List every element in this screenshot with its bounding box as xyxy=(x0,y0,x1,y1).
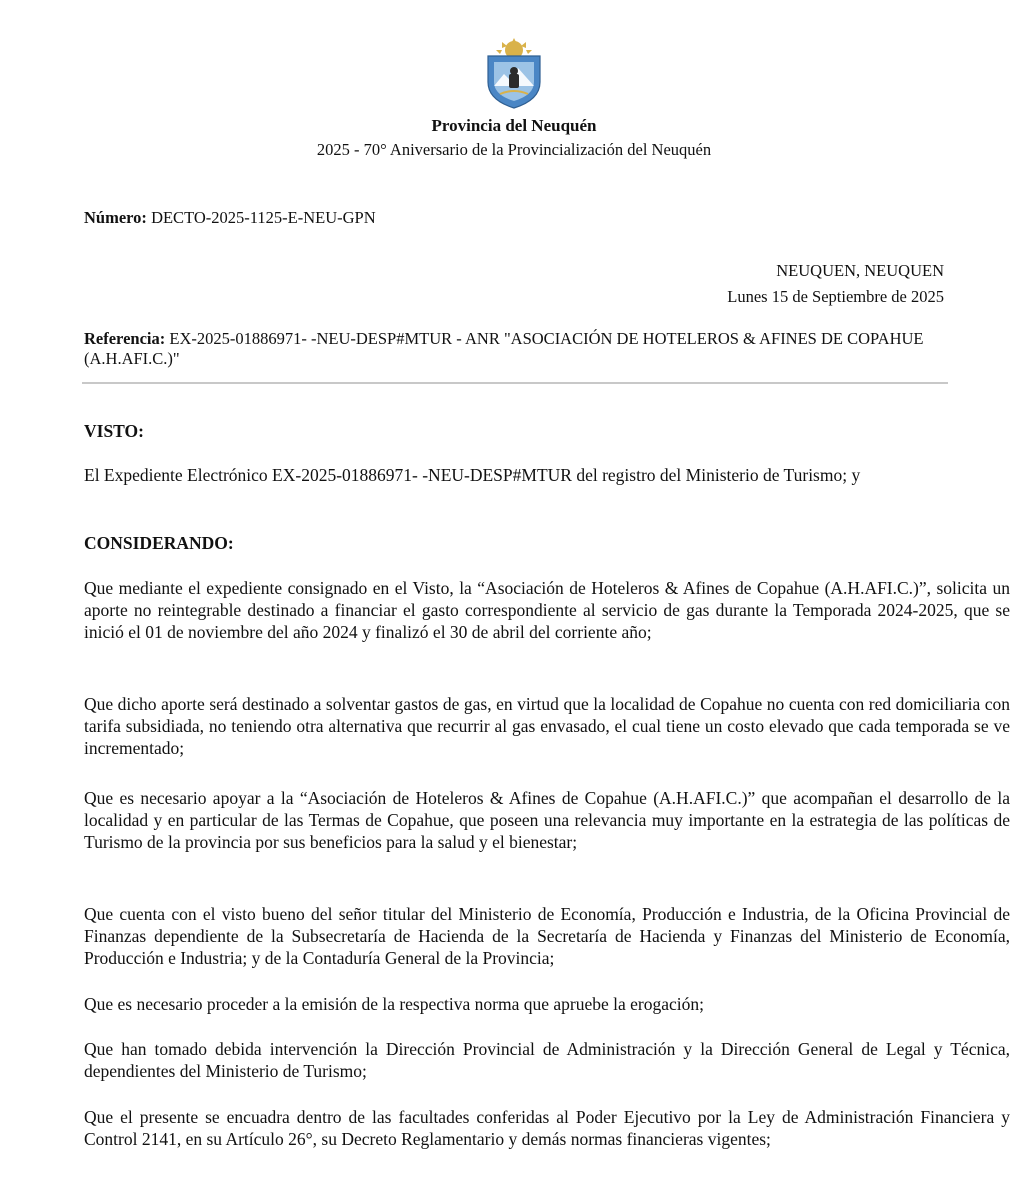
city: NEUQUEN, NEUQUEN xyxy=(776,261,944,280)
visto-text: El Expediente Electrónico EX-2025-01886971- -NEU-DESP#MTUR del registro del Ministerio de Turismo; y xyxy=(84,465,861,485)
place-and-date xyxy=(727,258,944,310)
considerando-paragraph-1: Que mediante el expediente consignado en el Visto, la “Asociación de Hoteleros & Afines de Copahue (A.H.AFI.C.)”, solicita un aporte no reintegrable destinado a financiar el gasto correspondiente al servicio de gas durante la Temporada 2024-2025, que se inició el 01 de noviembre del año 2024 y finalizó el 30 de abril del corriente año; xyxy=(84,578,1010,642)
divider xyxy=(82,382,948,384)
visto-heading: VISTO: xyxy=(84,421,144,441)
province-title: Provincia del Neuquén xyxy=(431,116,597,135)
number-value: DECTO-2025-1125-E-NEU-GPN xyxy=(151,208,376,227)
reference-label: Referencia: xyxy=(84,329,166,348)
number-label: Número: xyxy=(84,208,147,227)
reference xyxy=(84,329,924,369)
considerando-heading: CONSIDERANDO: xyxy=(84,533,234,553)
document-number xyxy=(84,208,376,228)
anniversary-subtitle: 2025 - 70° Aniversario de la Provincialización del Neuquén xyxy=(316,140,712,159)
considerando-paragraph-4: Que cuenta con el visto bueno del señor titular del Ministerio de Economía, Producción e Industria, de la Oficina Provincial de Finanzas dependiente de la Subsecretaría de Hacienda de la Secretaría de Hacienda y Finanzas del Ministerio de Economía, Producción e Industria; y de la Contaduría General de la Provincia; xyxy=(84,904,1010,968)
reference-value: EX-2025-01886971- -NEU-DESP#MTUR - ANR "ASOCIACIÓN DE HOTELEROS & AFINES DE COPAHUE (A.H.AFI.C.)" xyxy=(84,329,924,368)
considerando-paragraph-6: Que han tomado debida intervención la Dirección Provincial de Administración y la Dirección General de Legal y Técnica, dependientes del Ministerio de Turismo; xyxy=(84,1039,1010,1081)
considerando-paragraph-3: Que es necesario apoyar a la “Asociación de Hoteleros & Afines de Copahue (A.H.AFI.C.)” que acompañan el desarrollo de la localidad y en particular de las Termas de Copahue, que poseen una relevancia muy importante en la estrategia de las políticas de Turismo de la provincia por sus beneficios para la salud y el bienestar; xyxy=(84,788,1010,852)
considerando-paragraph-5: Que es necesario proceder a la emisión de la respectiva norma que apruebe la erogación; xyxy=(84,994,704,1014)
date: Lunes 15 de Septiembre de 2025 xyxy=(727,287,944,306)
provincial-seal-icon xyxy=(480,38,548,110)
considerando-paragraph-2: Que dicho aporte será destinado a solventar gastos de gas, en virtud que la localidad de Copahue no cuenta con red domiciliaria con tarifa subsidiada, no teniendo otra alternativa que recurrir al gas envasado, el cual tiene un costo elevado que cada temporada se ve incrementado; xyxy=(84,694,1010,758)
considerando-paragraph-7: Que el presente se encuadra dentro de las facultades conferidas al Poder Ejecutivo por la Ley de Administración Financiera y Control 2141, en su Artículo 26°, su Decreto Reglamentario y demás normas financieras vigentes; xyxy=(84,1107,1010,1149)
